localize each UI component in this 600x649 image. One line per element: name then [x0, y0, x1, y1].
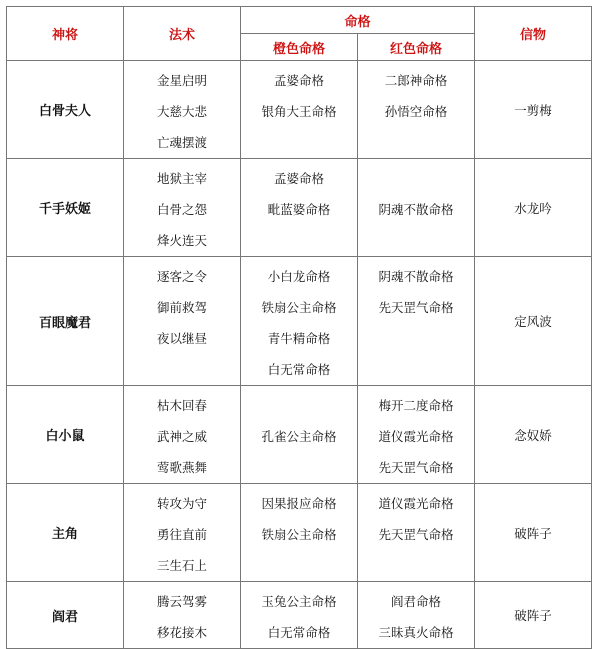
red-fate-cell-item	[358, 163, 474, 194]
orange-fate-cell-item: 毗蓝婆命格	[267, 202, 331, 217]
general-name: 主角	[7, 484, 124, 582]
skills-cell-item: 地狱主宰	[156, 171, 207, 186]
general-table	[6, 6, 592, 649]
orange-fate-cell-item: 因果报应命格	[261, 496, 337, 511]
skills-cell	[124, 386, 241, 484]
red-fate-cell-item: 道仪霞光命格	[378, 429, 454, 444]
red-fate-cell-item: 二郎神命格	[384, 73, 448, 88]
skills-cell	[124, 61, 241, 159]
table-body	[7, 61, 592, 649]
red-fate-cell	[358, 61, 475, 159]
skills-cell-item: 亡魂摆渡	[156, 135, 207, 150]
header-fate-orange: 橙色命格	[241, 34, 358, 61]
skills-cell	[124, 257, 241, 386]
orange-fate-cell-item	[241, 390, 357, 421]
orange-fate-cell-item: 孔雀公主命格	[261, 429, 337, 444]
orange-fate-cell-item: 银角大王命格	[261, 104, 337, 119]
orange-fate-cell	[241, 484, 358, 582]
skills-cell-item: 腾云驾雾	[156, 594, 207, 609]
red-fate-cell-item: 孙悟空命格	[384, 104, 448, 119]
table-row	[7, 61, 592, 159]
skills-cell-item: 御前救驾	[156, 300, 207, 315]
token-cell: 一剪梅	[475, 61, 592, 159]
table-row	[7, 386, 592, 484]
red-fate-cell-item: 先天罡气命格	[378, 527, 454, 542]
orange-fate-cell-item: 白无常命格	[267, 625, 331, 640]
orange-fate-cell	[241, 61, 358, 159]
token-cell: 水龙吟	[475, 159, 592, 257]
skills-cell-item: 武神之威	[156, 429, 207, 444]
general-name: 阎君	[7, 582, 124, 649]
orange-fate-cell	[241, 257, 358, 386]
orange-fate-cell-item: 孟婆命格	[273, 73, 324, 88]
skills-cell-item: 大慈大悲	[156, 104, 207, 119]
token-cell: 破阵子	[475, 582, 592, 649]
header-fate: 命格	[241, 7, 475, 34]
table-row	[7, 582, 592, 649]
red-fate-cell-item: 道仪霞光命格	[378, 496, 454, 511]
skills-cell	[124, 484, 241, 582]
orange-fate-cell	[241, 159, 358, 257]
skills-cell	[124, 582, 241, 649]
orange-fate-cell-item: 铁扇公主命格	[261, 527, 337, 542]
general-name: 千手妖姬	[7, 159, 124, 257]
header-skills: 法术	[124, 7, 241, 61]
token-cell: 念奴娇	[475, 386, 592, 484]
skills-cell-item: 转攻为守	[156, 496, 207, 511]
red-fate-cell-item: 梅开二度命格	[378, 398, 454, 413]
orange-fate-cell	[241, 386, 358, 484]
skills-cell	[124, 159, 241, 257]
skills-cell-item: 枯木回春	[156, 398, 207, 413]
red-fate-cell	[358, 159, 475, 257]
skills-cell-item: 勇往直前	[156, 527, 207, 542]
red-fate-cell-item: 阴魂不散命格	[378, 269, 454, 284]
header-fate-red: 红色命格	[358, 34, 475, 61]
orange-fate-cell	[241, 582, 358, 649]
red-fate-cell	[358, 386, 475, 484]
header-general: 神将	[7, 7, 124, 61]
red-fate-cell	[358, 582, 475, 649]
red-fate-cell-item: 阴魂不散命格	[378, 202, 454, 217]
skills-cell-item: 莺歌燕舞	[156, 460, 207, 475]
general-name: 白骨夫人	[7, 61, 124, 159]
orange-fate-cell-item: 铁扇公主命格	[261, 300, 337, 315]
red-fate-cell	[358, 484, 475, 582]
red-fate-cell-item: 阎君命格	[391, 594, 442, 609]
red-fate-cell	[358, 257, 475, 386]
orange-fate-cell-item: 玉兔公主命格	[261, 594, 337, 609]
red-fate-cell-item: 先天罡气命格	[378, 300, 454, 315]
orange-fate-cell-item: 孟婆命格	[273, 171, 324, 186]
skills-cell-item: 金星启明	[156, 73, 207, 88]
skills-cell-item: 移花接木	[156, 625, 207, 640]
general-name: 白小鼠	[7, 386, 124, 484]
skills-cell-item: 白骨之怨	[156, 202, 207, 217]
token-cell: 定风波	[475, 257, 592, 386]
red-fate-cell-item: 三昧真火命格	[378, 625, 454, 640]
skills-cell-item: 逐客之令	[156, 269, 207, 284]
general-name: 百眼魔君	[7, 257, 124, 386]
table-row	[7, 484, 592, 582]
header-token: 信物	[475, 7, 592, 61]
orange-fate-cell-item: 青牛精命格	[267, 331, 331, 346]
orange-fate-cell-item: 小白龙命格	[267, 269, 331, 284]
table-row	[7, 159, 592, 257]
table-row	[7, 257, 592, 386]
skills-cell-item: 烽火连天	[156, 233, 207, 248]
orange-fate-cell-item: 白无常命格	[267, 362, 331, 377]
token-cell: 破阵子	[475, 484, 592, 582]
skills-cell-item: 三生石上	[156, 558, 207, 573]
skills-cell-item: 夜以继昼	[156, 331, 207, 346]
red-fate-cell-item: 先天罡气命格	[378, 460, 454, 475]
